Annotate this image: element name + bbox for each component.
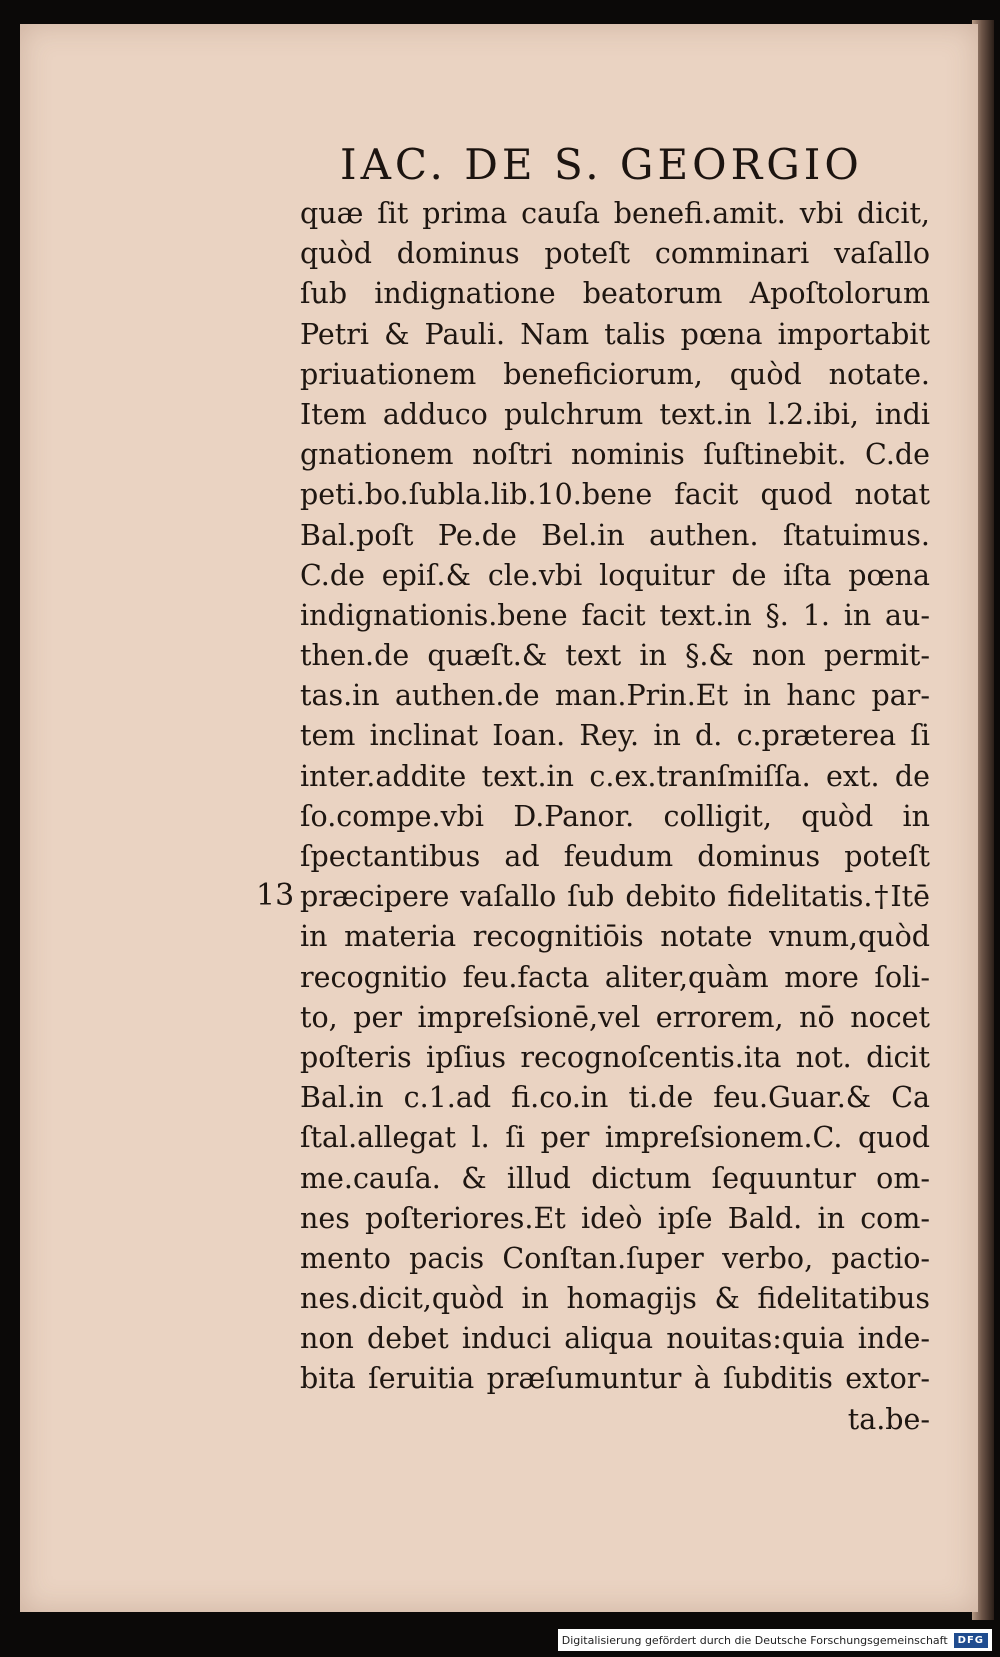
text-line: in materia recognitiōis notate vnum,quòd [300, 920, 930, 954]
dfg-logo-icon: DFG [954, 1633, 988, 1648]
margin-note-number: 13 [256, 878, 295, 913]
text-line: nes.dicit,quòd in homagijs & fidelitatibus [300, 1282, 930, 1316]
text-line: non debet induci aliqua nouitas:quia inde- [300, 1322, 930, 1356]
text-line: recognitio feu.facta aliter,quàm more ſoli- [300, 960, 930, 994]
text-line: gnationem noſtri nominis ſuſtinebit. C.de [300, 438, 930, 472]
digitization-credit [558, 1629, 992, 1651]
text-line: poſteris ipſius recognoſcentis.ita not. dicit [300, 1040, 930, 1074]
text-line: ſtal.allegat l. ſi per impreſsionem.C. quod [300, 1121, 930, 1155]
text-line: indignationis.bene facit text.in §. 1. in au- [300, 598, 930, 632]
text-line: bita ſeruitia præſumuntur à ſubditis extor- [300, 1362, 930, 1396]
text-line: ſpectantibus ad feudum dominus poteſt [300, 840, 930, 873]
text-line: priuationem beneficiorum, quòd notate. [300, 357, 930, 391]
text-line: quòd dominus poteſt comminari vaſallo [300, 237, 930, 271]
text-line: quæ ſit prima cauſa benefi.amit. vbi dicit, [300, 197, 930, 230]
text-line: Petri & Pauli. Nam talis pœna importabit [300, 317, 930, 351]
body-text [300, 194, 930, 1440]
text-line: Bal.poſt Pe.de Bel.in authen. ſtatuimus. [300, 518, 930, 552]
text-line: then.de quæſt.& text in §.& non permit- [300, 639, 930, 673]
text-line: inter.addite text.in c.ex.tranſmiſſa. ext. de [300, 759, 930, 793]
text-line: peti.bo.ſubla.lib.10.bene facit quod notat [300, 478, 930, 512]
credit-text: Digitalisierung gefördert durch die Deutsche Forschungsgemeinschaft [561, 1633, 948, 1647]
text-line: tas.in authen.de man.Prin.Et in hanc par- [300, 679, 930, 713]
text-line: tem inclinat Ioan. Rey. in d. c.præterea ſi [300, 719, 930, 753]
running-title: IAC. DE S. GEORGIO [340, 140, 863, 189]
text-line: ſo.compe.vbi D.Panor. colligit, quòd in [300, 799, 930, 833]
text-line: Bal.in c.1.ad fi.co.in ti.de feu.Guar.& Ca [300, 1081, 930, 1115]
text-line: mento pacis Conſtan.ſuper verbo, pactio- [300, 1241, 930, 1275]
text-line: to, per impreſsionē,vel errorem, nō nocet [300, 1000, 930, 1034]
text-line: ſub indignatione beatorum Apoſtolorum [300, 277, 930, 311]
text-line: me.cauſa. & illud dictum ſequuntur om- [300, 1161, 930, 1195]
text-line: C.de epiſ.& cle.vbi loquitur de iſta pœna [300, 558, 930, 592]
text-line: Item adduco pulchrum text.in l.2.ibi, indi [300, 397, 930, 431]
catchword: ta.be- [847, 1402, 930, 1436]
text-line: nes poſteriores.Et ideò ipſe Bald. in com- [300, 1201, 930, 1235]
text-line: præcipere vaſallo ſub debito fidelitatis.†Itē [300, 880, 930, 914]
